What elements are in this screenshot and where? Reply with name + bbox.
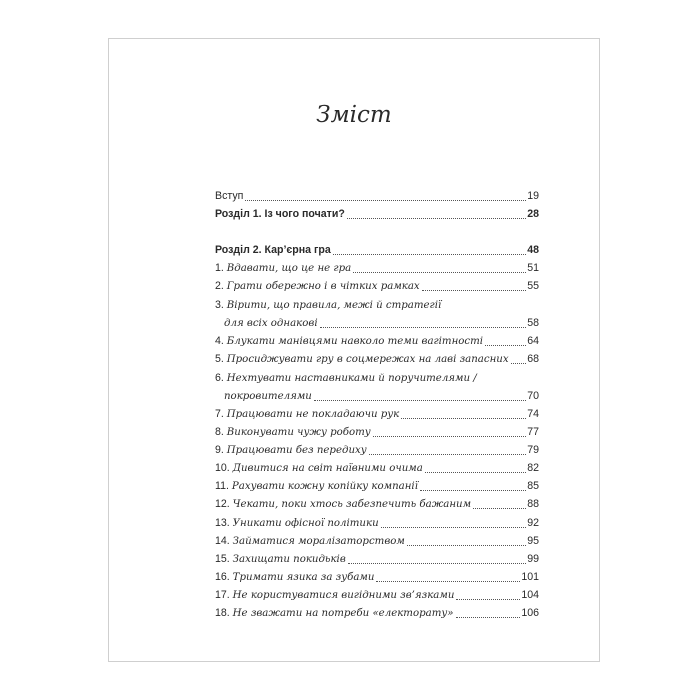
toc-entry-label: Розділ 1. Із чого почати?: [215, 208, 345, 220]
toc-leader-dots: [401, 417, 526, 419]
toc-page-number: 55: [527, 280, 539, 292]
toc-page-number: 19: [527, 190, 539, 202]
toc-entry-number: 5.: [215, 353, 227, 365]
toc-entry-label: [215, 589, 454, 602]
toc-entry-number: 12.: [215, 498, 233, 510]
toc-entry: [215, 385, 539, 403]
toc-entry-text: Просиджувати гру в соцмережах на лаві запасних: [226, 354, 509, 365]
toc-leader-dots: [320, 326, 527, 328]
toc-entry: [215, 457, 539, 475]
toc-leader-dots: [425, 471, 526, 473]
toc-entry-text: Вірити, що правила, межі й стратегії: [226, 300, 442, 311]
toc-entry-number: 2.: [215, 280, 227, 292]
toc-entry-label: [215, 353, 509, 366]
toc-entry-number: 4.: [215, 335, 227, 347]
toc-entry-text: Чекати, поки хтось забезпечить бажаним: [232, 499, 472, 510]
toc-entry: [215, 421, 539, 439]
toc-entry-text: для всіх однакові: [224, 318, 318, 329]
toc-entry-label: [215, 426, 371, 439]
toc-page-number: 68: [527, 353, 539, 365]
book-page: [108, 38, 600, 662]
toc-entry-text: Дивитися на світ наївними очима: [232, 463, 423, 474]
toc-entry-text: Працювати не покладаючи рук: [226, 409, 400, 420]
toc-entry-text: Рахувати кожну копійку компанії: [231, 481, 418, 492]
toc-leader-dots: [314, 399, 526, 401]
toc-entry: [215, 439, 539, 457]
toc-entry: [215, 530, 539, 548]
toc-entry-label: [215, 517, 379, 530]
toc-entry: [215, 239, 539, 257]
toc-leader-dots: [422, 289, 527, 291]
toc-entry-label: [215, 462, 423, 475]
toc-entry-text: Уникати офісної політики: [232, 518, 379, 529]
toc-entry-number: 10.: [215, 462, 233, 474]
toc-leader-dots: [420, 489, 526, 491]
toc-page-number: 74: [527, 408, 539, 420]
toc-page-number: 104: [521, 589, 539, 601]
toc-entry: [215, 584, 539, 602]
toc-leader-dots: [381, 526, 527, 528]
toc-entry-text: Виконувати чужу роботу: [226, 427, 371, 438]
toc-entry-text: Працювати без передиху: [226, 445, 367, 456]
toc-entry: [215, 512, 539, 530]
toc-entry: [215, 203, 539, 221]
toc-leader-dots: [353, 271, 526, 273]
toc-entry-label: [215, 498, 471, 511]
toc-entry-label: Вступ: [215, 190, 244, 202]
toc-entry-number: 9.: [215, 444, 227, 456]
toc-entry-label: [215, 299, 441, 312]
toc-leader-dots: [333, 253, 526, 255]
toc-entry-number: 17.: [215, 589, 233, 601]
toc-leader-dots: [347, 217, 526, 219]
toc-page-number: 85: [527, 480, 539, 492]
toc-entry-number: 16.: [215, 571, 233, 583]
toc-leader-dots: [373, 435, 527, 437]
toc-entry-label: [215, 317, 318, 330]
toc-page-number: 79: [527, 444, 539, 456]
toc-entry-text: Не користуватися вигідними зв’язками: [232, 590, 455, 601]
toc-entry-text: Блукати манівцями навколо теми вагітності: [226, 336, 484, 347]
toc-entry: [215, 566, 539, 584]
toc-entry-text: Нехтувати наставниками й поручителями /: [226, 373, 477, 384]
toc-leader-dots: [407, 544, 526, 546]
toc-entry-number: 18.: [215, 607, 233, 619]
toc-entry-number: 7.: [215, 408, 227, 420]
toc-leader-dots: [245, 199, 526, 201]
toc-leader-dots: [456, 598, 520, 600]
toc-entry: [215, 330, 539, 348]
toc-page-number: 77: [527, 426, 539, 438]
toc-entry-label: [215, 607, 454, 620]
toc-entry-label: [215, 372, 477, 385]
toc-entry-label: [215, 444, 367, 457]
toc-entry-number: 13.: [215, 517, 233, 529]
toc-page-number: 70: [527, 390, 539, 402]
toc-leader-dots: [376, 580, 520, 582]
toc-leader-dots: [369, 453, 527, 455]
toc-entry-label: [215, 408, 399, 421]
toc-entry: [215, 548, 539, 566]
toc-entry-label: [215, 390, 312, 403]
page-title: Зміст: [316, 102, 392, 128]
toc-leader-dots: [348, 562, 526, 564]
toc-entry-number: 3.: [215, 299, 227, 311]
toc-entry-label: [215, 571, 374, 584]
toc-page-number: 99: [527, 553, 539, 565]
toc-entry-number: 6.: [215, 372, 227, 384]
toc-entry-label: [215, 553, 346, 566]
toc-entry: [215, 403, 539, 421]
toc-entry: [215, 348, 539, 366]
toc-entry: [215, 602, 539, 620]
toc-leader-dots: [485, 344, 526, 346]
toc-entry: [215, 294, 539, 312]
toc-leader-dots: [473, 507, 526, 509]
toc-entry-number: 14.: [215, 535, 233, 547]
toc-entry-label: [215, 262, 351, 275]
toc-entry: [215, 493, 539, 511]
toc-page-number: 64: [527, 335, 539, 347]
toc-entry-text: Захищати покидьків: [232, 554, 346, 565]
toc-leader-dots: [511, 362, 527, 364]
toc-entry-number: 11.: [215, 480, 232, 492]
toc-page-number: 101: [521, 571, 539, 583]
toc-entry-label: [215, 335, 483, 348]
toc-entry-label: [215, 480, 418, 493]
toc-entry: [215, 475, 539, 493]
toc-entry-text: Грати обережно і в чітких рамках: [226, 281, 420, 292]
toc-entry-label: Розділ 2. Кар’єрна гра: [215, 244, 331, 256]
toc-entry: [215, 312, 539, 330]
toc-entry: [215, 257, 539, 275]
toc-page-number: 88: [527, 498, 539, 510]
toc-entry-text: Займатися моралізаторством: [232, 536, 405, 547]
toc-entry: [215, 367, 539, 385]
toc-page-number: 106: [521, 607, 539, 619]
toc-page-number: 58: [527, 317, 539, 329]
toc-entry-text: покровителями: [224, 391, 312, 402]
toc-page-number: 51: [527, 262, 539, 274]
toc-page-number: 28: [527, 208, 539, 220]
toc-entry: [215, 275, 539, 293]
toc-page-number: 48: [527, 244, 539, 256]
toc-entry-text: Тримати язика за зубами: [232, 572, 375, 583]
toc-entry: [215, 185, 539, 203]
toc-entry-text: Вдавати, що це не гра: [226, 263, 352, 274]
toc-entry-text: Не зважати на потреби «електорату»: [232, 608, 454, 619]
toc-page-number: 92: [527, 517, 539, 529]
toc-entry-label: [215, 280, 420, 293]
toc-entry-label: [215, 535, 405, 548]
toc-entry-number: 1.: [215, 262, 227, 274]
toc-entry-number: 8.: [215, 426, 227, 438]
toc-page-number: 95: [527, 535, 539, 547]
toc-leader-dots: [456, 616, 521, 618]
toc-entry-number: 15.: [215, 553, 233, 565]
toc-page-number: 82: [527, 462, 539, 474]
